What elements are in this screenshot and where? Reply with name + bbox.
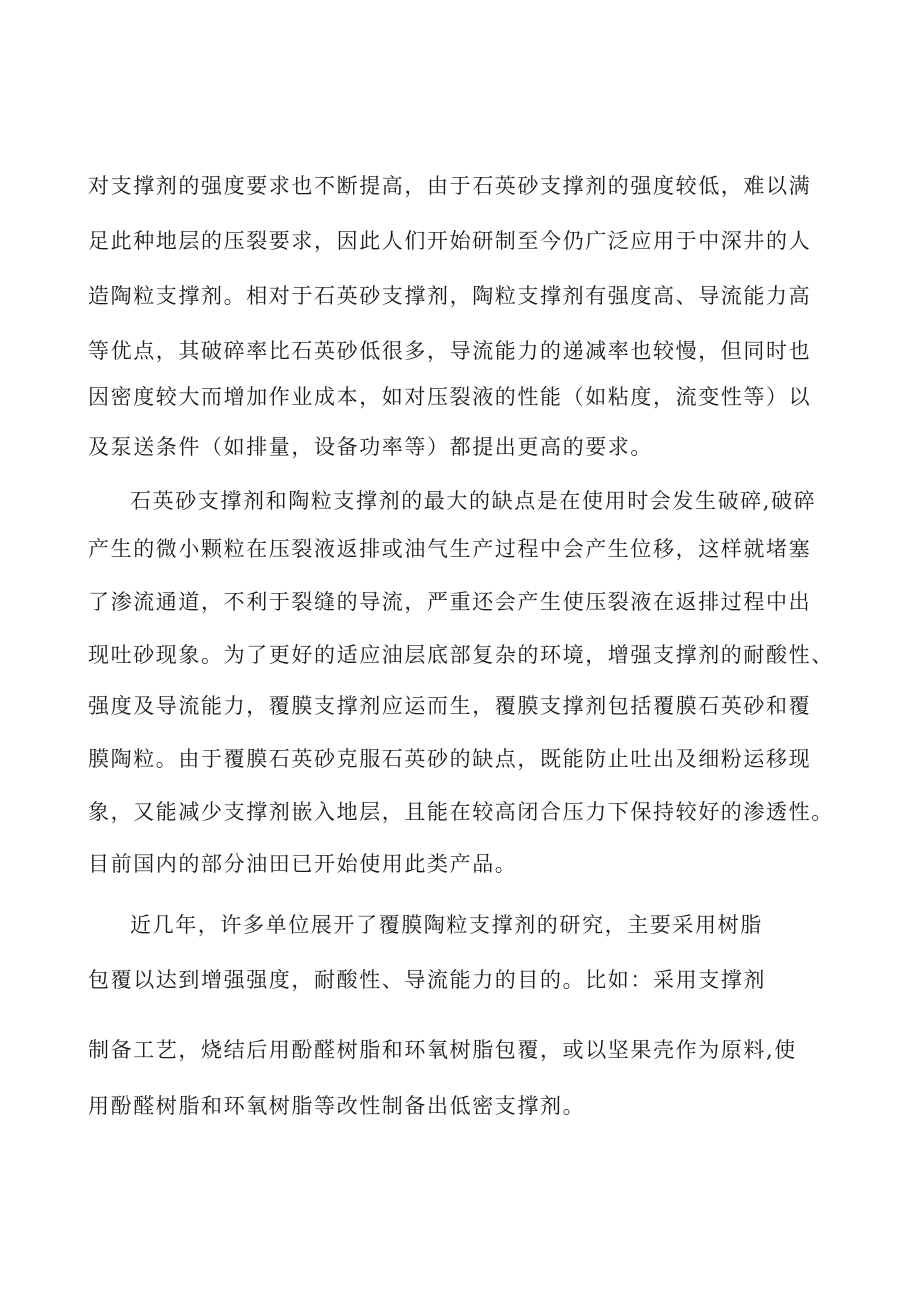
text-line: 强度及导流能力，覆膜支撑剂应运而生，覆膜支撑剂包括覆膜石英砂和覆: [88, 694, 812, 718]
text-line: 象，又能减少支撑剂嵌入地层，且能在较高闭合压力下保持较好的渗透性。: [88, 800, 834, 824]
text-line: 了渗流通道，不利于裂缝的导流，严重还会产生使压裂液在返排过程中出: [88, 590, 812, 614]
text-line: 制备工艺，烧结后用酚醛树脂和环氧树脂包覆，或以坚果壳作为原料,使: [88, 1038, 797, 1062]
text-line: 近几年，许多单位展开了覆膜陶粒支撑剂的研究，主要采用树脂: [130, 913, 763, 937]
text-line: 目前国内的部分油田已开始使用此类产品。: [88, 852, 518, 876]
text-line: 膜陶粒。由于覆膜石英砂克服石英砂的缺点，既能防止吐出及细粉运移现: [88, 747, 812, 771]
text-line: 石英砂支撑剂和陶粒支撑剂的最大的缺点是在使用时会发生破碎,破碎: [130, 489, 817, 513]
text-line: 包覆以达到增强强度，耐酸性、导流能力的目的。比如：采用支撑剂: [88, 968, 766, 992]
text-line: 足此种地层的压裂要求，因此人们开始研制至今仍广泛应用于中深井的人: [88, 229, 812, 253]
text-line: 产生的微小颗粒在压裂液返排或油气生产过程中会产生位移，这样就堵塞: [88, 537, 812, 561]
text-line: 对支撑剂的强度要求也不断提高，由于石英砂支撑剂的强度较低，难以满: [88, 174, 812, 198]
text-line: 及泵送条件（如排量，设备功率等）都提出更高的要求。: [88, 435, 653, 459]
text-line: 现吐砂现象。为了更好的适应油层底部复杂的环境，增强支撑剂的耐酸性、: [88, 643, 834, 667]
text-line: 造陶粒支撑剂。相对于石英砂支撑剂，陶粒支撑剂有强度高、导流能力高: [88, 284, 812, 308]
text-line: 因密度较大而增加作业成本，如对压裂液的性能（如粘度，流变性等）以: [88, 385, 812, 409]
text-line: 等优点，其破碎率比石英砂低很多，导流能力的递减率也较慢，但同时也: [88, 339, 812, 363]
text-line: 用酚醛树脂和环氧树脂等改性制备出低密支撑剂。: [88, 1094, 586, 1118]
